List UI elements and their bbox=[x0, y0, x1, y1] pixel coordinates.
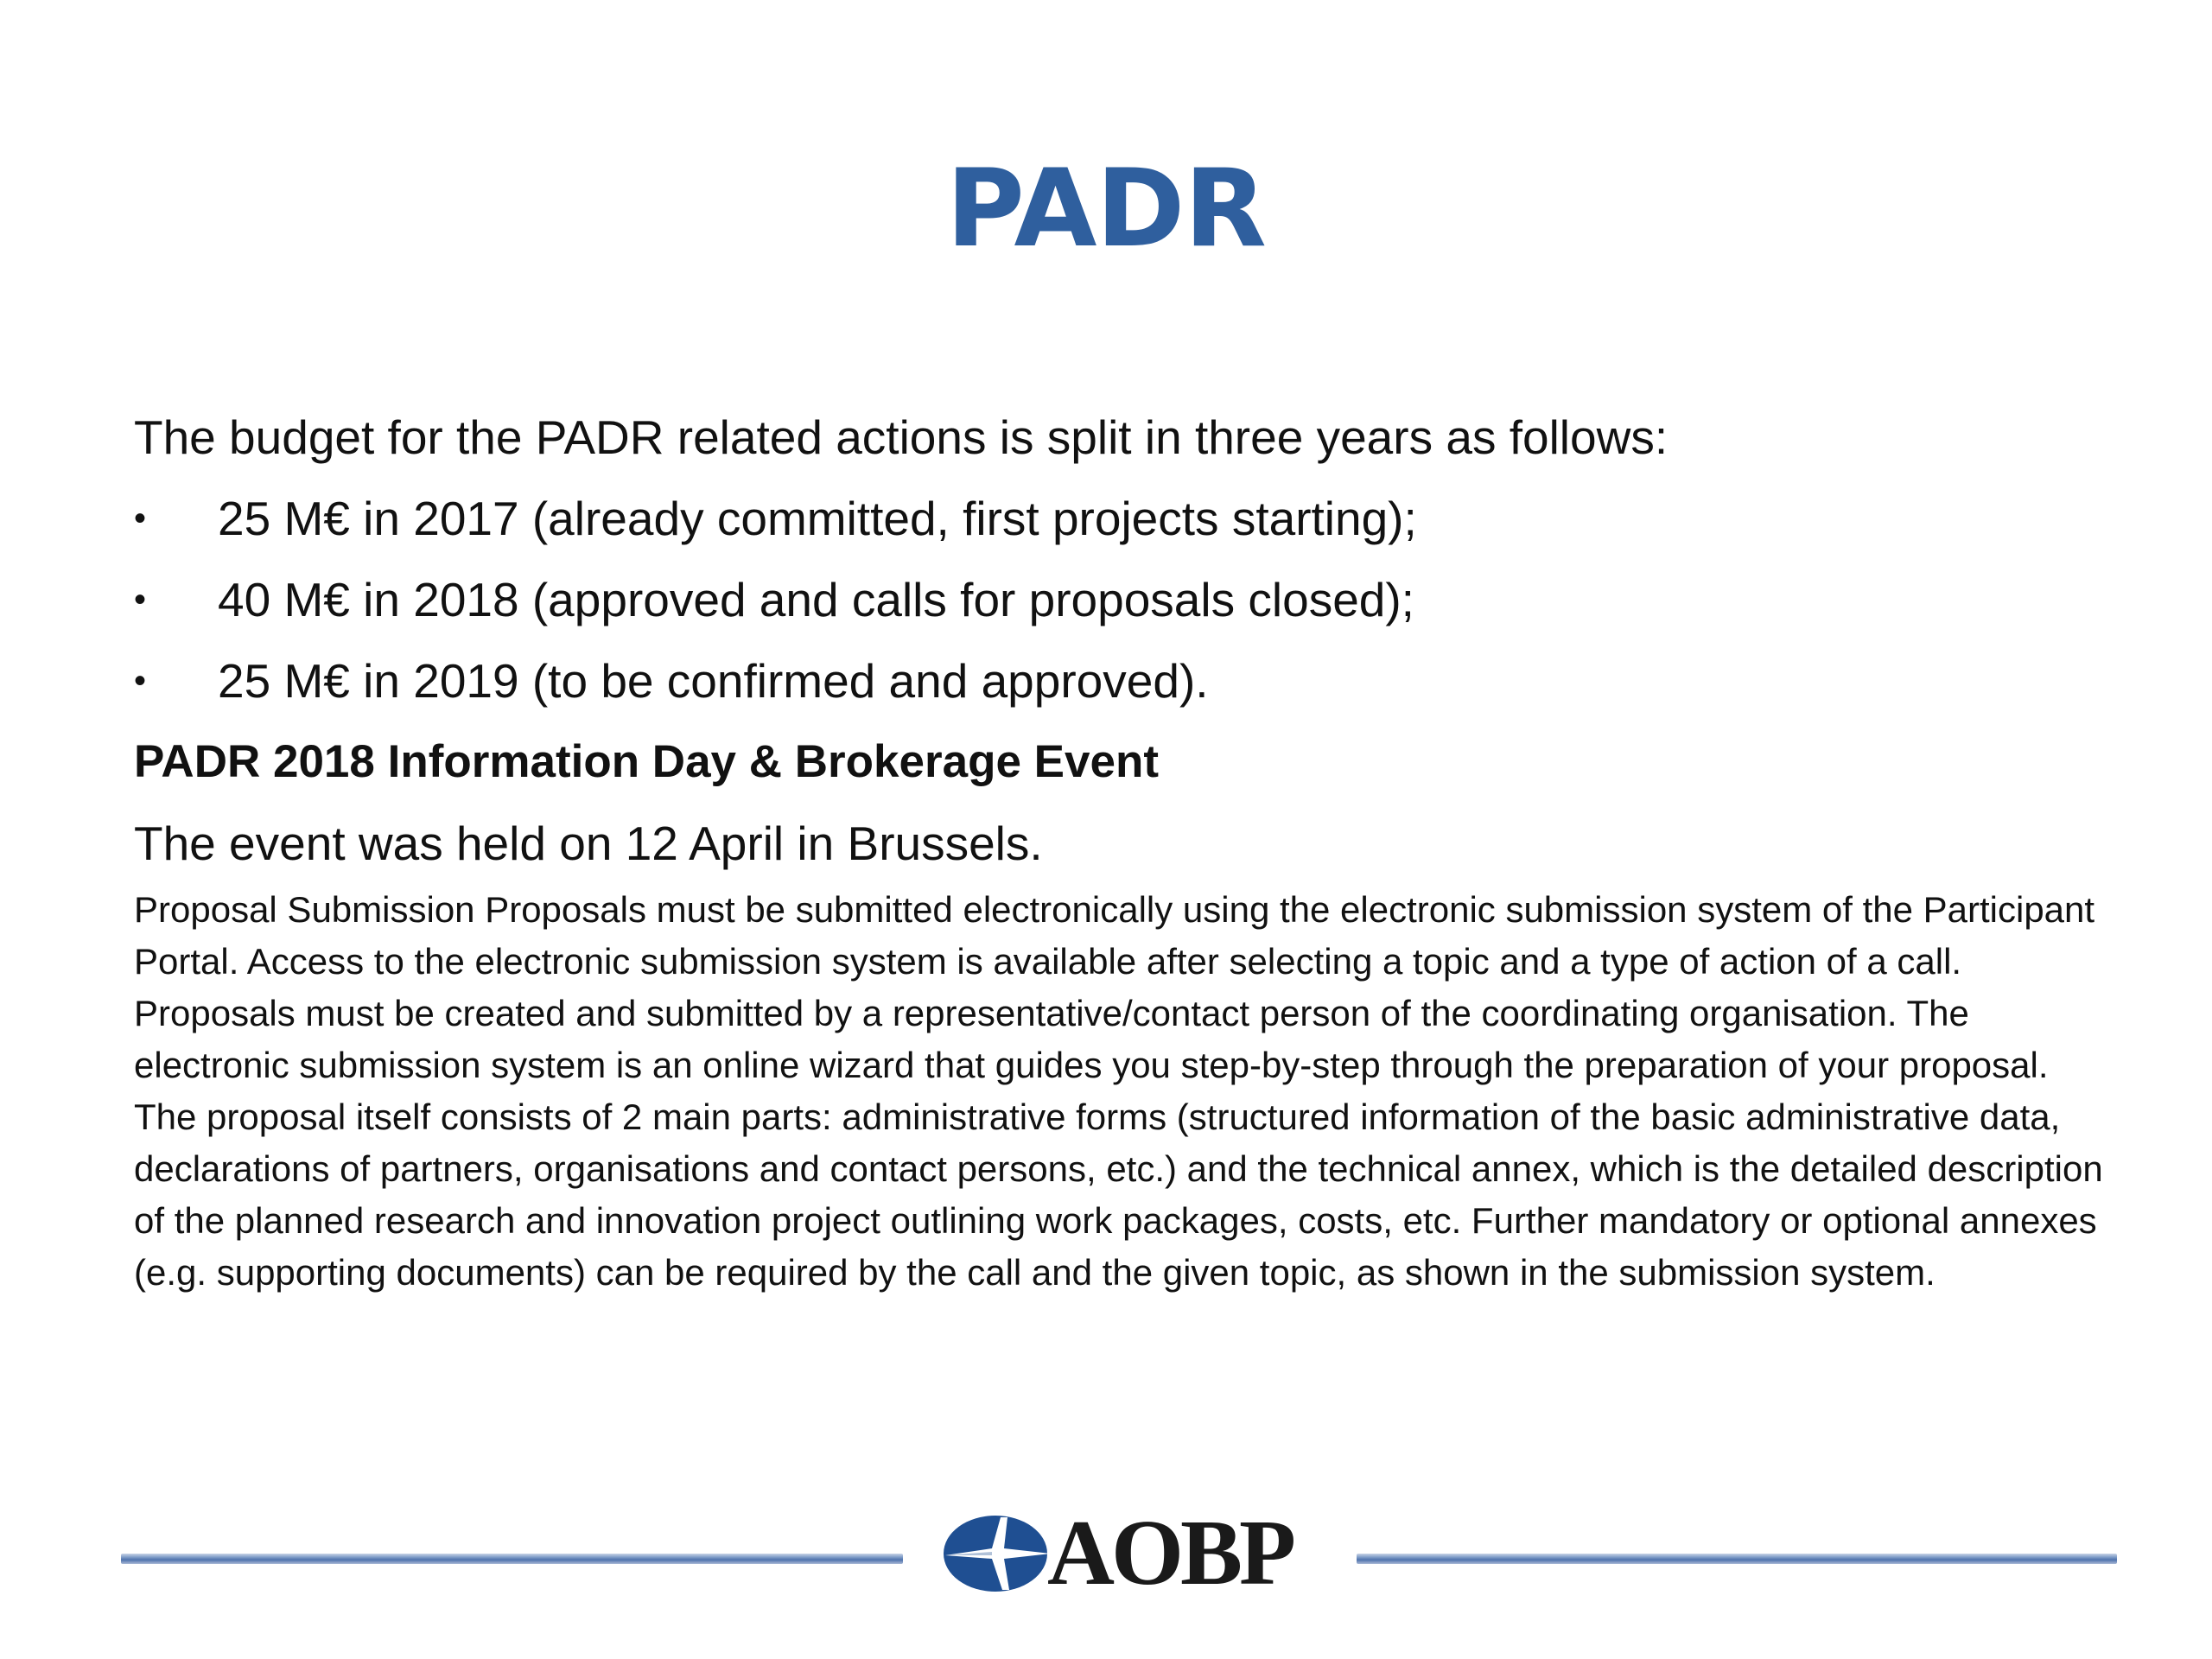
footer bbox=[121, 1503, 2117, 1607]
budget-item bbox=[134, 564, 2113, 635]
budget-item-text: 25 M€ in 2019 (to be confirmed and approved). bbox=[218, 654, 1209, 708]
budget-list bbox=[134, 483, 2113, 716]
submission-paragraph: Proposal Submission Proposals must be submitted electronically using the electronic submission system of the Participant Portal. Access to the electronic submission system is available after selecting a topic and a type of action of a call. Proposals must be created and submitted by a representative/contact person of the coordinating organisation. The electronic submission system is an online wizard that guides you step-by-step through the preparation of your proposal. The proposal itself consists of 2 main parts: administrative forms (structured information of the basic administrative data, declarations of partners, organisations and contact persons, etc.) and the technical annex, which is the detailed description of the planned research and innovation project outlining work packages, costs, etc. Further mandatory or optional annexes (e.g. supporting documents) can be required by the call and the given topic, as shown in the submission system. bbox=[134, 889, 2103, 1293]
event-heading: PADR 2018 Information Day & Brokerage Event bbox=[134, 736, 1159, 787]
footer-divider-left bbox=[121, 1554, 903, 1564]
budget-item-text: 25 M€ in 2017 (already committed, first projects starting); bbox=[218, 492, 1417, 545]
aobp-logo bbox=[942, 1502, 1322, 1605]
budget-intro: The budget for the PADR related actions is split in three years as follows: bbox=[134, 410, 1669, 464]
budget-item-text: 40 M€ in 2018 (approved and calls for proposals closed); bbox=[218, 573, 1414, 626]
event-date-text: The event was held on 12 April in Brussels. bbox=[134, 817, 1043, 870]
bullet-icon: • bbox=[134, 499, 147, 537]
page-title: PADR bbox=[946, 147, 1266, 271]
aircraft-globe-icon bbox=[942, 1512, 1054, 1595]
logo-text: AOBP bbox=[1047, 1502, 1294, 1605]
slide-content bbox=[134, 402, 2113, 1299]
footer-divider-right bbox=[1357, 1554, 2117, 1564]
budget-item bbox=[134, 645, 2113, 716]
bullet-icon: • bbox=[134, 662, 147, 700]
bullet-icon: • bbox=[134, 581, 147, 619]
budget-item bbox=[134, 483, 2113, 554]
